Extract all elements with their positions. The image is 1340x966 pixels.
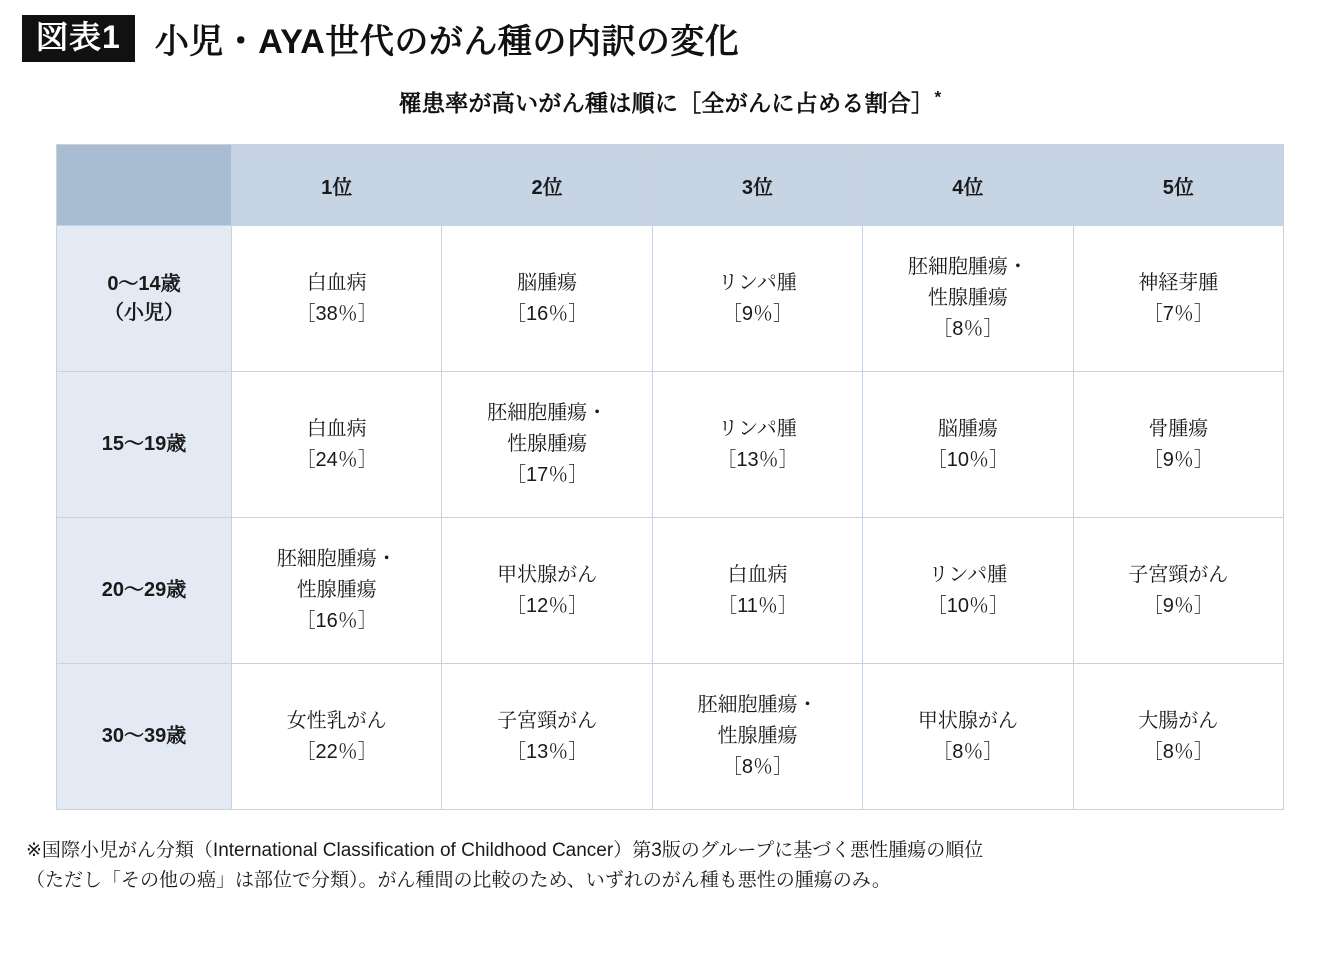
table-row [57,226,1284,372]
cancer-name: リンパ腫 [928,563,1008,586]
column-header-rank2: 2位 [442,145,652,226]
cancer-percent: ［17％］ [505,464,589,486]
subtitle-text: 罹患率が高いがん種は順に［全がんに占める割合］ [398,90,935,116]
cancer-percent: ［9％］ [1142,594,1214,617]
row-header-line1: 30〜39歳 [101,725,187,747]
table-row [57,518,1284,664]
page-title: 小児・AYA世代のがん種の内訳の変化 [154,23,740,61]
table-header [57,145,1284,226]
cell-r2-c3 [652,372,862,518]
figure-subtitle [0,85,1340,118]
cancer-percent: ［7％］ [1142,302,1214,325]
cancer-percent: ［11％］ [717,594,798,617]
cancer-name: 脳腫瘍 [517,271,578,294]
row-header-line1: 20〜29歳 [101,579,187,601]
row-header-age-0-14 [57,226,232,372]
cell-r2-c2 [442,372,652,518]
cancer-name-line2: 性腺腫瘍 [927,287,1008,309]
cancer-percent: ［16％］ [505,302,589,325]
cancer-name-line2: 性腺腫瘍 [507,433,588,455]
cell-r4-c2 [442,664,652,810]
cell-r1-c1 [232,226,442,372]
column-header-rank4: 4位 [863,145,1073,226]
cancer-percent: ［38％］ [295,302,378,325]
footnote [26,836,1340,897]
cancer-percent: ［13％］ [716,448,799,471]
title-row [0,0,1340,63]
cell-r2-c4 [863,372,1073,518]
cell-r1-c4 [863,226,1073,372]
cell-r4-c1 [232,664,442,810]
ranking-table-wrap [56,144,1284,810]
cell-r2-c5 [1073,372,1283,518]
cancer-percent: ［16％］ [295,610,378,632]
subtitle-asterisk: * [934,87,942,107]
cell-r3-c1 [232,518,442,664]
table-header-row [57,145,1284,226]
cancer-percent: ［8％］ [721,756,794,778]
cancer-name-line1: 胚細胞腫瘍・ [276,548,397,570]
table-body [57,226,1284,810]
cancer-name: 骨腫瘍 [1148,417,1209,440]
cancer-percent: ［10％］ [926,594,1009,617]
cancer-name: 子宮頸がん [497,709,598,732]
cancer-name-line2: 性腺腫瘍 [717,725,798,747]
cancer-name-line2: 性腺腫瘍 [296,579,377,601]
row-header-line1: 15〜19歳 [101,433,187,455]
cancer-percent: ［9％］ [1142,448,1214,471]
cancer-name: 白血病 [727,563,788,586]
cell-r1-c5 [1073,226,1283,372]
cell-r4-c4 [863,664,1073,810]
cancer-percent: ［8％］ [1142,740,1214,763]
cancer-name: 甲状腺がん [497,563,598,586]
cancer-name: 子宮頸がん [1128,563,1229,586]
cell-r3-c5 [1073,518,1283,664]
cancer-name: リンパ腫 [718,271,797,294]
cancer-percent: ［8％］ [932,740,1004,763]
cell-r1-c2 [442,226,652,372]
cancer-name-line1: 胚細胞腫瘍・ [697,694,818,716]
cancer-percent: ［8％］ [932,318,1004,340]
cancer-name: 神経芽腫 [1138,271,1219,294]
cancer-percent: ［22％］ [295,740,378,763]
cancer-name-line1: 胚細胞腫瘍・ [907,256,1028,278]
row-header-line1: 0〜14歳 [107,272,181,295]
cancer-name: 女性乳がん [286,709,387,732]
row-header-age-30-39 [57,664,232,810]
column-header-rank1: 1位 [232,145,442,226]
column-header-rank5: 5位 [1073,145,1283,226]
table-row [57,664,1284,810]
cancer-name: 白血病 [306,271,367,294]
cell-r3-c4 [863,518,1073,664]
cancer-percent: ［9％］ [721,302,794,325]
cancer-percent: ［13％］ [505,740,589,763]
cancer-name-line1: 胚細胞腫瘍・ [487,402,608,424]
ranking-table [56,144,1284,810]
cell-r3-c3 [652,518,862,664]
cancer-name: 脳腫瘍 [937,417,998,440]
cell-r2-c1 [232,372,442,518]
cancer-name: 白血病 [306,417,367,440]
column-header-rank3: 3位 [652,145,862,226]
cell-r1-c3 [652,226,862,372]
cancer-percent: ［12％］ [505,594,589,617]
cell-r4-c3 [652,664,862,810]
cancer-name: リンパ腫 [718,417,797,440]
table-row [57,372,1284,518]
cancer-percent: ［24％］ [295,448,378,471]
footnote-line-1: ※国際小児がん分類（International Classification of Childhood Cancer）第3版のグループに基づく悪性腫瘍の順位 [26,840,984,861]
cancer-name: 大腸がん [1138,709,1219,732]
footnote-line-2: （ただし「その他の癌」は部位で分類）。がん種間の比較のため、いずれのがん種も悪性の腫瘍のみ。 [26,870,891,892]
cancer-percent: ［10％］ [926,448,1009,471]
row-header-age-20-29 [57,518,232,664]
row-header-line2: （小児） [104,301,184,324]
cancer-name: 甲状腺がん [917,709,1018,732]
table-corner-cell [57,145,232,226]
figure-badge: 図表1 [22,15,135,63]
cell-r4-c5 [1073,664,1283,810]
cell-r3-c2 [442,518,652,664]
row-header-age-15-19 [57,372,232,518]
